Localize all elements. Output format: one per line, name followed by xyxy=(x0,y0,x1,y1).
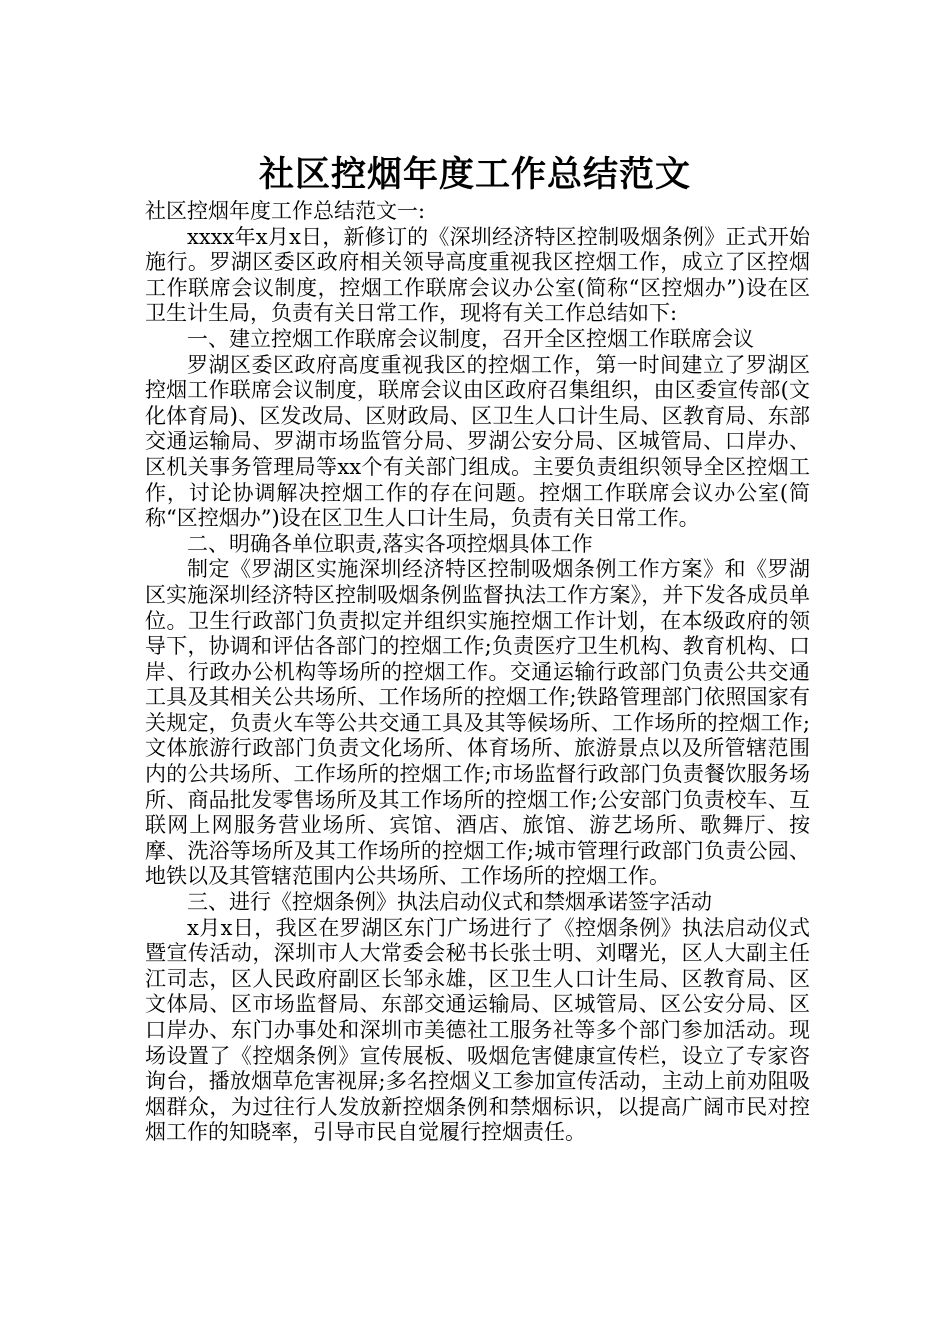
document-title: 社区控烟年度工作总结范文 xyxy=(258,155,691,196)
paragraph: xxxx年x月x日，新修订的《深圳经济特区控制吸烟条例》正式开始施行。罗湖区委区政府相关领导高度重视我区控烟工作，成立了区控烟工作联席会议制度，控烟工作联席会议办公室(简称“区控烟办”)设在区卫生计生局，负责有关日常工作，现将有关工作总结如下: xyxy=(145,224,810,326)
paragraph: 社区控烟年度工作总结范文一: xyxy=(145,199,426,223)
section-heading: 二、明确各单位职责,落实各项控烟具体工作 xyxy=(187,531,593,556)
section-heading: 一、建立控烟工作联席会议制度，召开全区控烟工作联席会议 xyxy=(187,326,754,351)
paragraph: x月x日，我区在罗湖区东门广场进行了《控烟条例》执法启动仪式暨宣传活动，深圳市人大常委会秘书长张士明、刘曙光，区人大副主任江司志，区人民政府副区长邹永雄，区卫生人口计生局、区教育局、区文体局、区市场监督局、东部交通运输局、区城管局、区公安分局、区口岸办、东门办事处和深圳市美德社工服务社等多个部门参加活动。现场设置了《控烟条例》宣传展板、吸烟危害健康宣传栏，设立了专家咨询台，播放烟草危害视屏;多名控烟义工参加宣传活动，主动上前劝阻吸烟群众，为过往行人发放新控烟条例和禁烟标识，以提高广阔市民对控烟工作的知晓率，引导市民自觉履行控烟责任。 xyxy=(145,915,810,1145)
paragraph: 罗湖区委区政府高度重视我区的控烟工作，第一时间建立了罗湖区控烟工作联席会议制度，联席会议由区政府召集组织，由区委宣传部(文化体育局)、区发改局、区财政局、区卫生人口计生局、区教育局、东部交通运输局、罗湖市场监管分局、罗湖公安分局、区城管局、口岸办、区机关事务管理局等xx个有关部门组成。主要负责组织领导全区控烟工作，讨论协调解决控烟工作的存在问题。控烟工作联席会议办公室(简称“区控烟办”)设在区卫生人口计生局，负责有关日常工作。 xyxy=(145,352,810,531)
paragraph: 制定《罗湖区实施深圳经济特区控制吸烟条例工作方案》和《罗湖区实施深圳经济特区控制吸烟条例监督执法工作方案》，并下发各成员单位。卫生行政部门负责拟定并组织实施控烟工作计划，在本级政府的领导下，协调和评估各部门的控烟工作;负责医疗卫生机构、教育机构、口岸、行政办公机构等场所的控烟工作。交通运输行政部门负责公共交通工具及其相关公共场所、工作场所的控烟工作;铁路管理部门依照国家有关规定，负责火车等公共交通工具及其等候场所、工作场所的控烟工作;文体旅游行政部门负责文化场所、体育场所、旅游景点以及所管辖范围内的公共场所、工作场所的控烟工作;市场监督行政部门负责餐饮服务场所、商品批发零售场所及其工作场所的控烟工作;公安部门负责校车、互联网上网服务营业场所、宾馆、酒店、旅馆、游艺场所、歌舞厅、按摩、洗浴等场所及其工作场所的控烟工作;城市管理行政部门负责公园、地铁以及其管辖范围内公共场所、工作场所的控烟工作。 xyxy=(145,557,810,889)
document-body xyxy=(145,199,810,1146)
section-heading: 三、进行《控烟条例》执法启动仪式和禁烟承诺签字活动 xyxy=(187,890,712,915)
